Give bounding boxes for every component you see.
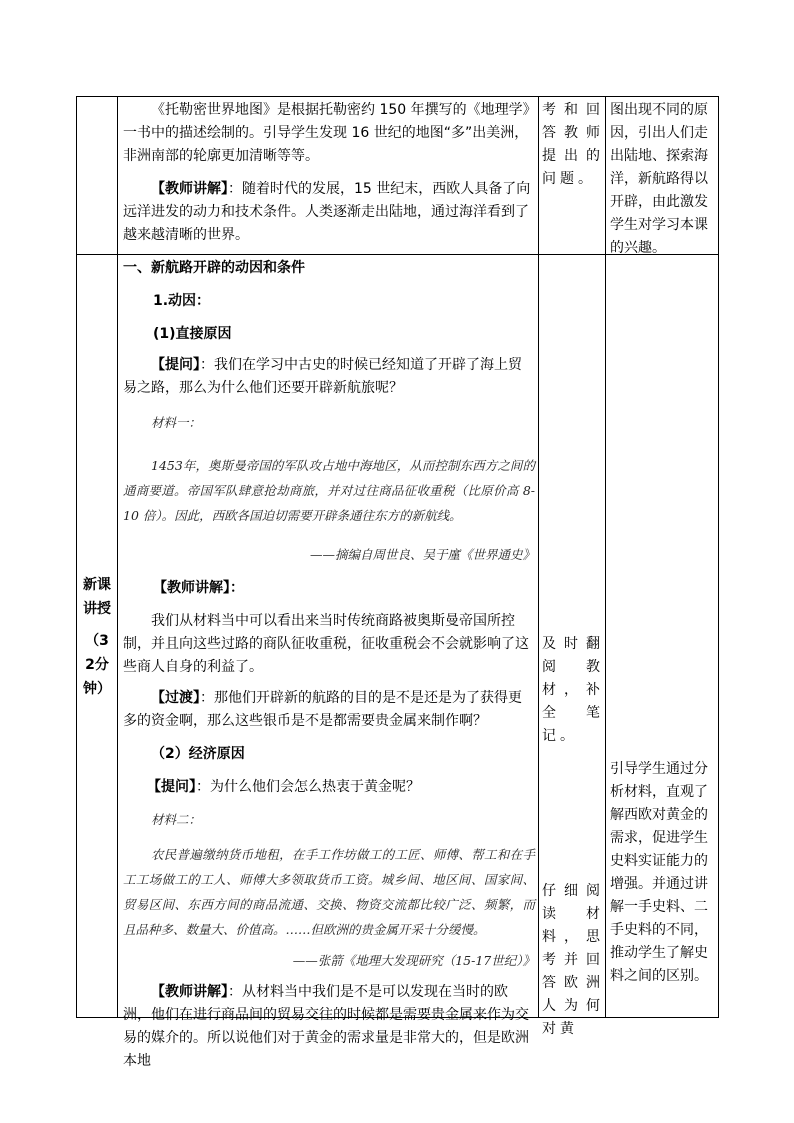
- table-right-border: [718, 96, 719, 1018]
- material-2-text: 农民普遍缴纳货币地租，在手工作坊做工的工匠、师傅、帮工和在手工工场做工的工人、师傅大多领取货币工资。城乡间、地区间、国家间、贸易区间、东西方间的商品流通、交换、物资交流都比较广泛、频繁，而且品种多、数量大、价值高。……但欧洲的贵金属开采十分缓慢。: [123, 847, 535, 937]
- row1-design-intent: 图出现不同的原因，引出人们走出陆地、探索海洋，新航路得以开辟，由此激发学生对学习本课的兴趣。: [610, 102, 708, 256]
- row2-main-cell: [123, 257, 535, 1073]
- teacher-explain-2: [123, 981, 535, 1073]
- material-2-source: ——张箭《地理大发现研究（15-17世纪）》: [292, 953, 535, 968]
- question-2-text: ：为什么他们会怎么热衷于黄金呢？: [196, 779, 420, 795]
- teacher-explain-tag: 【教师讲解】: [151, 181, 228, 197]
- row1-paragraph-map: 《托勒密世界地图》是根据托勒密约 150 年撰写的《地理学》一书中的描述绘制的。引导学生发现 16 世纪的地图“多”出美洲，非洲南部的轮廓更加清晰等等。: [123, 102, 530, 164]
- subsection-heading: 1.动因：: [153, 293, 211, 309]
- material-1-text: 1453年，奥斯曼帝国的军队攻占地中海地区，从而控制东西方之间的通商要道。帝国军队肆意抢劫商旅，并对过往商品征收重税（比原价高 8-10 倍）。因此，西欧各国迫切需要开辟条通往东方的新航线。: [123, 458, 535, 523]
- transition-text: ：那他们开辟新的航路的目的是不是还是为了获得更多的资金啊，那么这些银币是不是都需要贵金属来制作啊？: [123, 690, 522, 729]
- row1-student-activity: 考和回答教师提出的问题。: [542, 102, 604, 187]
- table-left-border: [76, 96, 77, 1018]
- teacher-explain-colon: ：: [230, 580, 244, 596]
- material-2-label: 材料二：: [151, 812, 202, 827]
- table-top-border: [76, 96, 719, 97]
- teacher-explain-tag: 【教师讲解】: [151, 984, 228, 1000]
- material-1-label: 材料一：: [151, 415, 202, 430]
- question-1-text: ：我们在学习中古史的时候已经知道了开辟了海上贸易之路，那么为什么他们还要开辟新航旅呢？: [123, 357, 522, 396]
- question-2: [123, 776, 535, 799]
- table-col-divider-2: [538, 96, 539, 1018]
- question-tag: 【提问】: [151, 357, 200, 373]
- teacher-explain-tag: 【教师讲解】: [153, 580, 230, 596]
- transition: [123, 687, 535, 733]
- row2-stage-label: [78, 573, 116, 701]
- teacher-explain-2-text: ：从材料当中我们是不是可以发现在当时的欧洲，他们在进行商品间的贸易交往的时候都是需要贵金属来作为交易的媒介的。所以说他们对于黄金的需求量是非常大的，但是欧洲本地: [123, 984, 529, 1069]
- stage-name: 新课讲授: [83, 577, 111, 617]
- row2-student-activity-2: 仔细阅读材料，思考并回答欧洲人为何对黄: [542, 883, 604, 1037]
- economic-cause-heading: （2）经济原因: [151, 746, 245, 762]
- material-1-source: ——摘编自周世良、吴于廑《世界通史》: [309, 547, 535, 562]
- stage-duration: （32分钟）: [83, 633, 111, 697]
- table-col-divider-1: [117, 96, 118, 1018]
- direct-cause-heading: (1)直接原因: [153, 326, 232, 342]
- row2-design-intent: 引导学生通过分析材料，直观了解西欧对黄金的需求，促进学生史料实证能力的增强。并通过讲解一手史料、二手史料的不同，推动学生了解史料之间的区别。: [610, 761, 708, 984]
- transition-tag: 【过渡】: [151, 690, 200, 706]
- row1-main-cell: [123, 99, 533, 247]
- teacher-explain-1-text: 我们从材料当中可以看出来当时传统商路被奥斯曼帝国所控制，并且向这些过路的商队征收重税，征收重税会不会就影响了这些商人自身的利益了。: [123, 613, 529, 675]
- question-tag: 【提问】: [147, 779, 196, 795]
- row1-paragraph-teacher: [123, 178, 533, 247]
- teacher-explain-1-head: [123, 577, 535, 600]
- question-1: [123, 354, 535, 400]
- row2-student-activity-1: 及时翻阅教材，补全笔记。: [542, 636, 604, 744]
- table-col-divider-3: [605, 96, 606, 1018]
- row1-teacher-text: ：随着时代的发展，15 世纪末，西欧人具备了向远洋进发的动力和技术条件。人类逐渐走出陆地，通过海洋看到了越来越清晰的世界。: [123, 181, 531, 243]
- section-heading: 一、新航路开辟的动因和条件: [123, 260, 305, 276]
